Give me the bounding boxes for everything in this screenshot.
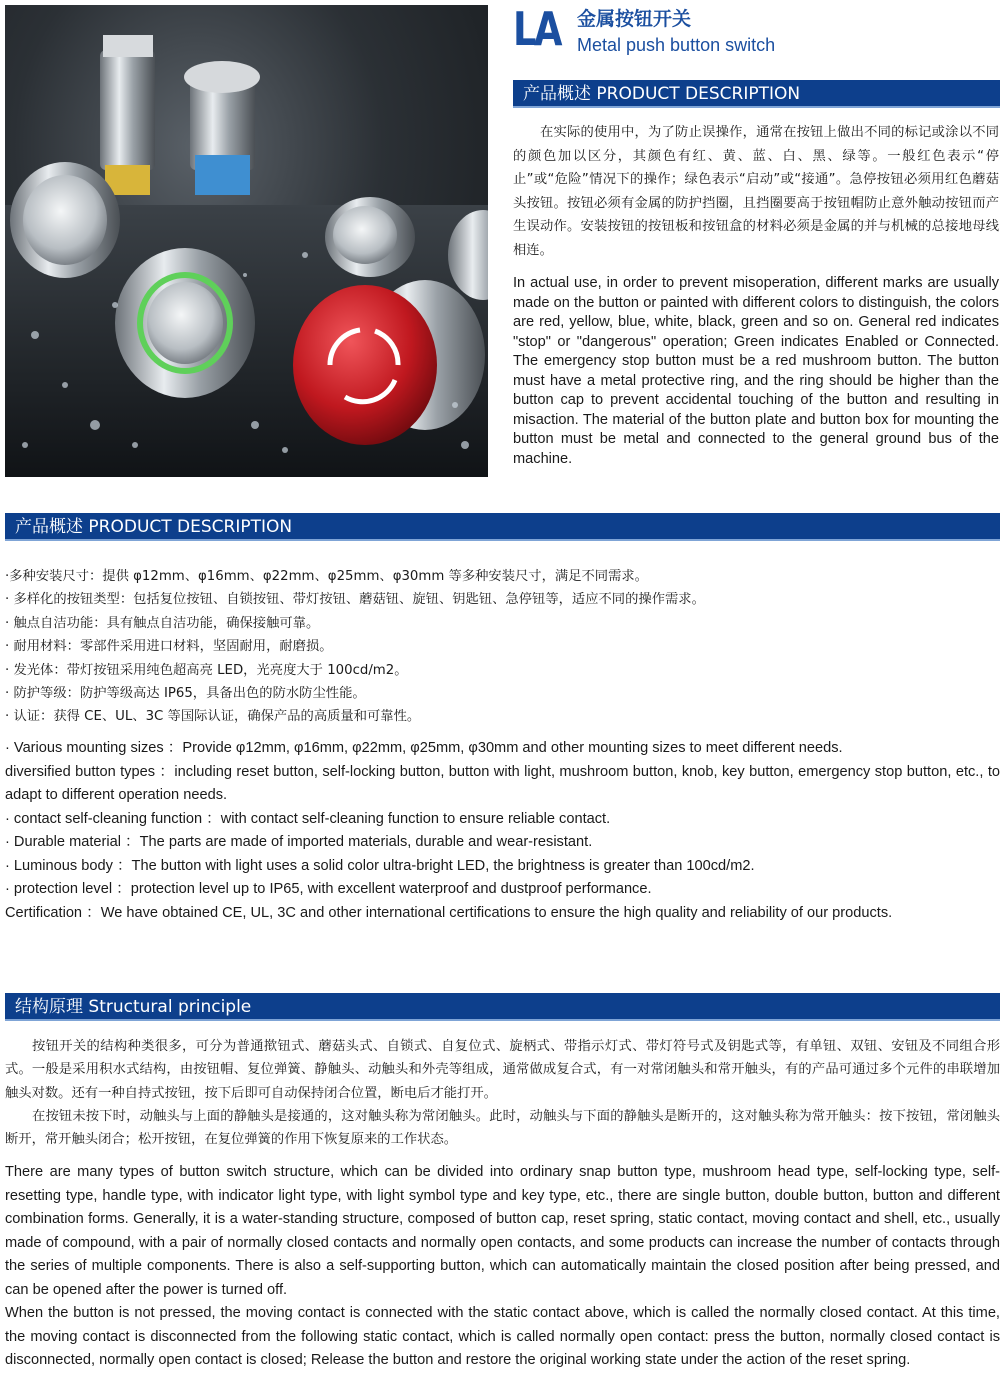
feature-item: · 多样化的按钮类型：包括复位按钮、自锁按钮、带灯按钮、蘑菇钮、旋钮、钥匙钮、急停钮等，适应不同的操作需求。 (5, 592, 705, 608)
feature-item: · 耐用材料：零部件采用进口材料，坚固耐用，耐磨损。 (5, 639, 333, 655)
product-description-en: In actual use, in order to prevent misoperation, different marks are usually made on the button or painted with different colors to distinguish, the colors are red, yellow, blue, white, black, green and so on. General red indicates "stop" or "dangerous" operation; Green indicates Enabled or Connected. The emergency stop button must be a red mushroom button. The button must have a metal protective ring, and the ring should be higher than the button cap to prevent accidental touching of the button and resulting in misaction. The material of the button plate and button box for mounting the button must be metal and connected to the general ground bus of the machine. (513, 275, 999, 467)
brand-logo: LA (513, 2, 561, 56)
product-photo (5, 5, 488, 477)
structural-principle-cn-1: 按钮开关的结构种类很多，可分为普通揿钮式、蘑菇头式、自锁式、自复位式、旋柄式、带指示灯式、带灯符号式及钥匙式等，有单钮、双钮、安钮及不同组合形式。一般是采用积水式结构，由按钮帽、复位弹簧、静触头、动触头和外壳等组成，通常做成复合式，有一对常闭触头和常开触头，有的产品可通过多个元件的串联增加触头对数。还有一种自持式按钮，按下后即可自动保持闭合位置，断电后才能打开。 (5, 1039, 1000, 1101)
features-list-cn (5, 565, 1000, 729)
title-en: Metal push button switch (577, 35, 776, 55)
feature-item: ·多种安装尺寸：提供 φ12mm、φ16mm、φ22mm、φ25mm、φ30mm 等多种安装尺寸，满足不同需求。 (5, 569, 648, 584)
push-button-switches-illustration (5, 5, 488, 477)
feature-item: · 触点自洁功能：具有触点自洁功能，确保接触可靠。 (5, 615, 320, 631)
feature-item: · Various mounting sizes ：Provide φ12mm, φ16mm, φ22mm, φ25mm, φ30mm and other mounting sizes to meet different needs. (5, 740, 843, 756)
section-heading-product-description-2: 产品概述 PRODUCT DESCRIPTION (5, 513, 1000, 541)
structural-principle-cn-2: 在按钮未按下时，动触头与上面的静触头是接通的，这对触头称为常闭触头。此时，动触头与下面的静触头是断开的，这对触头称为常开触头：按下按钮，常闭触头断开，常开触头闭合；松开按钮，在复位弹簧的作用下恢复原来的工作状态。 (5, 1109, 1000, 1148)
product-description-cn: 在实际的使用中，为了防止误操作，通常在按钮上做出不同的标记或涂以不同的颜色加以区分，其颜色有红、黄、蓝、白、黑、绿等。一般红色表示“停止”或“危险”情况下的操作；绿色表示“启动”或“接通”。急停按钮必须用红色蘑菇头按钮。按钮必须有金属的防护挡圈，且挡圈要高于按钮帽防止意外触动按钮而产生误动作。安装按钮的按钮板和按钮盒的材料必须是金属的并与机械的总接地母线相连。 (513, 125, 999, 258)
feature-item: · Durable material ：The parts are made of imported materials, durable and wear-resistant. (5, 834, 593, 850)
feature-item: · 认证：获得 CE、UL、3C 等国际认证，确保产品的高质量和可靠性。 (5, 709, 421, 725)
feature-item: · protection level ：protection level up to IP65, with excellent waterproof and dustproof performance. (5, 881, 652, 897)
feature-item: · Luminous body ：The button with light uses a solid color ultra-bright LED, the brightness is greater than 100cd/m2. (5, 857, 755, 874)
brand-header (513, 2, 993, 56)
feature-item: · 发光体：带灯按钮采用纯色超高亮 LED，光亮度大于 100cd/m2。 (5, 662, 408, 678)
feature-item: · contact self-cleaning function ：with contact self-cleaning function to ensure reliable contact. (5, 810, 611, 827)
feature-item: diversified button types ：including reset button, self-locking button, button with light, mushroom button, knob, key button, emergency stop button, etc., to adapt to different operation needs. (5, 763, 1000, 803)
section-heading-product-description-1: 产品概述 PRODUCT DESCRIPTION (513, 80, 1000, 108)
feature-item: · 防护等级：防护等级高达 IP65，具备出色的防水防尘性能。 (5, 686, 366, 702)
structural-principle-en-2: When the button is not pressed, the moving contact is connected with the static contact above, which is called the normally closed contact. At this time, the moving contact is disconnected from the following static contact, which is called normally open contact: press the button, normally closed contact is disconnected, normally open contact is closed; Release the button and restore the original working state under the action of the reset spring. (5, 1305, 1000, 1368)
features-list-en (5, 737, 1000, 925)
title-cn: 金属按钮开关 (577, 8, 692, 30)
structural-principle-en-1: There are many types of button switch structure, which can be divided into ordinary snap button type, mushroom head type, self-locking type, self-resetting type, handle type, with indicator light type, with light symbol type and key type, etc., there are single button, double button, button and different combination forms. Generally, it is a water-standing structure, composed of button cap, reset spring, static contact, moving contact and shell, etc., usually made of compound, with a pair of normally closed contacts and normally open contacts, and some products can increase the number of contacts through the series of multiple components. There is also a self-supporting button, which can automatically maintain the closed position after being pressed, and can be opened after the power is turned off. (5, 1164, 1000, 1298)
feature-item: Certification ：We have obtained CE, UL, 3C and other international certifications to ensure the high quality and reliability of our products. (5, 904, 893, 921)
section-heading-structural-principle: 结构原理 Structural principle (5, 993, 1000, 1021)
